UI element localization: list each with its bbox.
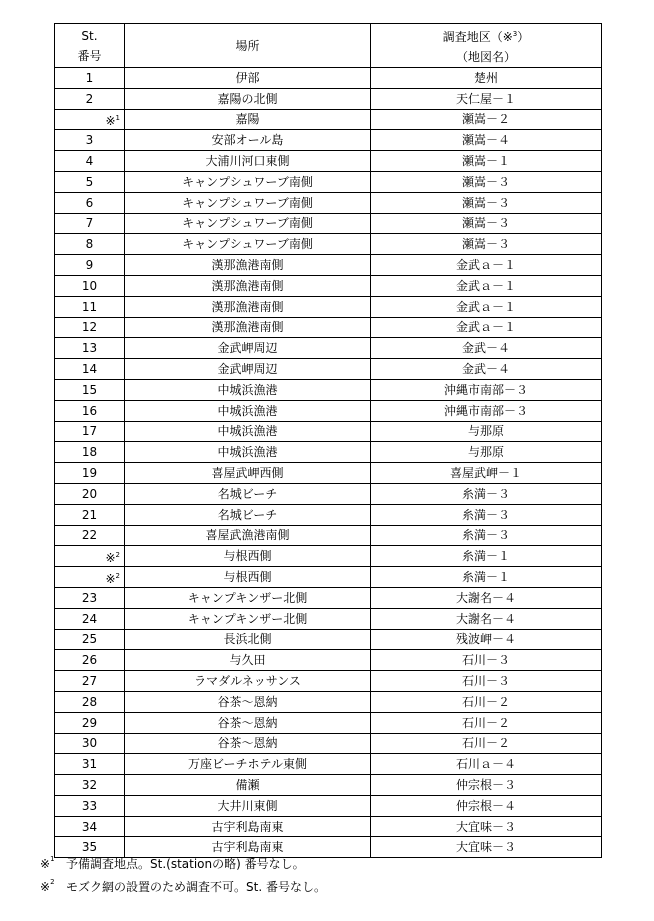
table-row	[55, 88, 602, 109]
place-cell: 漢那漁港南側	[125, 317, 371, 338]
table-row	[55, 650, 602, 671]
station-number: ※$^1$	[55, 109, 125, 130]
table-row	[55, 463, 602, 484]
station-number: 18	[55, 442, 125, 463]
station-number: 10	[55, 275, 125, 296]
header-map-name-label: （地図名）	[455, 50, 516, 64]
table-row	[55, 234, 602, 255]
station-number: 17	[55, 421, 125, 442]
survey-area-cell: 糸満－３	[371, 483, 602, 504]
survey-area-cell: 大謝名－４	[371, 587, 602, 608]
station-number: 24	[55, 608, 125, 629]
station-number: 31	[55, 754, 125, 775]
survey-area-cell: 瀬嵩－１	[371, 151, 602, 172]
survey-area-cell: 天仁屋－１	[371, 88, 602, 109]
station-number: 29	[55, 712, 125, 733]
station-number: 11	[55, 296, 125, 317]
table-row	[55, 504, 602, 525]
survey-area-cell: 糸満－３	[371, 504, 602, 525]
footnote	[40, 851, 326, 874]
station-number: 6	[55, 192, 125, 213]
survey-area-cell: 金武ａ－１	[371, 275, 602, 296]
survey-area-cell: 沖縄市南部－３	[371, 379, 602, 400]
header-number-label: 番号	[77, 48, 102, 63]
place-cell: 金武岬周辺	[125, 359, 371, 380]
header-survey-area	[371, 24, 602, 68]
station-number: 34	[55, 816, 125, 837]
station-number: 35	[55, 837, 125, 858]
table-row	[55, 483, 602, 504]
station-number: 2	[55, 88, 125, 109]
place-cell: 名城ビーチ	[125, 504, 371, 525]
station-number: ※$^2$	[55, 567, 125, 588]
place-cell: 中城浜漁港	[125, 400, 371, 421]
survey-area-cell: 与那原	[371, 442, 602, 463]
station-number: 1	[55, 68, 125, 89]
place-cell: 嘉陽の北側	[125, 88, 371, 109]
header-row	[55, 24, 602, 68]
place-cell: 嘉陽	[125, 109, 371, 130]
place-cell: 古宇利島南東	[125, 816, 371, 837]
table-row	[55, 608, 602, 629]
header-area-label: 調査地区（※$^3$）	[442, 30, 530, 44]
station-number: 26	[55, 650, 125, 671]
place-cell: 中城浜漁港	[125, 379, 371, 400]
footnote-mark: ※$^2$	[40, 878, 55, 894]
station-number: 5	[55, 171, 125, 192]
station-number: 33	[55, 795, 125, 816]
table-row	[55, 151, 602, 172]
station-number: 27	[55, 671, 125, 692]
station-number: 16	[55, 400, 125, 421]
table-row	[55, 400, 602, 421]
survey-area-cell: 瀬嵩－２	[371, 109, 602, 130]
place-cell: 谷茶～恩納	[125, 733, 371, 754]
table-row	[55, 587, 602, 608]
survey-area-cell: 瀬嵩－４	[371, 130, 602, 151]
survey-area-cell: 大宜味－３	[371, 837, 602, 858]
station-number: 20	[55, 483, 125, 504]
survey-area-cell: 与那原	[371, 421, 602, 442]
station-number: 23	[55, 587, 125, 608]
survey-area-cell: 金武ａ－１	[371, 255, 602, 276]
survey-area-cell: 金武ａ－１	[371, 317, 602, 338]
place-cell: キャンプキンザー北側	[125, 608, 371, 629]
place-cell: 与久田	[125, 650, 371, 671]
station-number: ※$^2$	[55, 546, 125, 567]
table-row	[55, 567, 602, 588]
survey-area-cell: 金武ａ－１	[371, 296, 602, 317]
table-row	[55, 671, 602, 692]
table-row	[55, 192, 602, 213]
station-number: 7	[55, 213, 125, 234]
place-cell: 名城ビーチ	[125, 483, 371, 504]
place-cell: 中城浜漁港	[125, 421, 371, 442]
station-number: 32	[55, 775, 125, 796]
survey-area-cell: 瀬嵩－３	[371, 192, 602, 213]
station-number: 8	[55, 234, 125, 255]
survey-area-cell: 大謝名－４	[371, 608, 602, 629]
station-number: 28	[55, 691, 125, 712]
place-cell: 谷茶～恩納	[125, 691, 371, 712]
place-cell: 伊部	[125, 68, 371, 89]
station-number: 22	[55, 525, 125, 546]
table-row	[55, 255, 602, 276]
station-number: 4	[55, 151, 125, 172]
table-row	[55, 733, 602, 754]
place-cell: 漢那漁港南側	[125, 255, 371, 276]
survey-area-cell: 石川－２	[371, 733, 602, 754]
place-cell: 備瀬	[125, 775, 371, 796]
table-row	[55, 691, 602, 712]
place-cell: キャンプシュワーブ南側	[125, 234, 371, 255]
survey-area-cell: 仲宗根－３	[371, 775, 602, 796]
table-row	[55, 68, 602, 89]
survey-area-cell: 大宜味－３	[371, 816, 602, 837]
place-cell: 喜屋武岬西側	[125, 463, 371, 484]
place-cell: 喜屋武漁港南側	[125, 525, 371, 546]
table-row	[55, 712, 602, 733]
survey-area-cell: 石川－２	[371, 712, 602, 733]
table-row	[55, 296, 602, 317]
place-cell: キャンプシュワーブ南側	[125, 171, 371, 192]
survey-area-cell: 糸満－１	[371, 546, 602, 567]
table-row	[55, 130, 602, 151]
table-row	[55, 379, 602, 400]
survey-area-cell: 金武－４	[371, 359, 602, 380]
place-cell: 万座ビーチホテル東側	[125, 754, 371, 775]
place-cell: キャンプシュワーブ南側	[125, 192, 371, 213]
table-row	[55, 795, 602, 816]
survey-area-cell: 仲宗根－４	[371, 795, 602, 816]
footnotes	[40, 851, 326, 897]
survey-area-cell: 喜屋武岬－１	[371, 463, 602, 484]
place-cell: 古宇利島南東	[125, 837, 371, 858]
table-row	[55, 338, 602, 359]
survey-area-cell: 瀬嵩－３	[371, 171, 602, 192]
header-place: 場所	[125, 24, 371, 68]
survey-table	[54, 23, 602, 858]
station-number: 25	[55, 629, 125, 650]
station-number: 14	[55, 359, 125, 380]
survey-area-cell: 糸満－１	[371, 567, 602, 588]
station-number: 9	[55, 255, 125, 276]
station-number: 15	[55, 379, 125, 400]
table-row	[55, 629, 602, 650]
table-row	[55, 213, 602, 234]
place-cell: キャンプシュワーブ南側	[125, 213, 371, 234]
survey-area-cell: 石川ａ－４	[371, 754, 602, 775]
station-number: 30	[55, 733, 125, 754]
survey-area-cell: 石川－２	[371, 691, 602, 712]
survey-area-cell: 金武－４	[371, 338, 602, 359]
station-number: 3	[55, 130, 125, 151]
table-row	[55, 421, 602, 442]
survey-area-cell: 石川－３	[371, 650, 602, 671]
table-row	[55, 546, 602, 567]
footnote	[40, 874, 326, 897]
table-row	[55, 359, 602, 380]
station-number: 21	[55, 504, 125, 525]
place-cell: 谷茶～恩納	[125, 712, 371, 733]
footnote-mark: ※$^1$	[40, 855, 55, 871]
footnote-text: モズク網の設置のため調査不可。St. 番号なし。	[66, 880, 326, 894]
place-cell: 与根西側	[125, 546, 371, 567]
header-st-label: St.	[81, 28, 98, 43]
table-row	[55, 525, 602, 546]
place-cell: 漢那漁港南側	[125, 296, 371, 317]
survey-area-cell: 瀬嵩－３	[371, 234, 602, 255]
table-row	[55, 275, 602, 296]
place-cell: 大浦川河口東側	[125, 151, 371, 172]
station-number: 12	[55, 317, 125, 338]
place-cell: 漢那漁港南側	[125, 275, 371, 296]
table-row	[55, 109, 602, 130]
survey-area-cell: 楚州	[371, 68, 602, 89]
place-cell: 安部オール島	[125, 130, 371, 151]
station-number: 13	[55, 338, 125, 359]
place-cell: 長浜北側	[125, 629, 371, 650]
footnote-text: 予備調査地点。St.(stationの略) 番号なし。	[66, 857, 305, 871]
survey-area-cell: 糸満－３	[371, 525, 602, 546]
table-row	[55, 754, 602, 775]
table-row	[55, 171, 602, 192]
survey-area-cell: 石川－３	[371, 671, 602, 692]
survey-area-cell: 残波岬－４	[371, 629, 602, 650]
place-cell: 大井川東側	[125, 795, 371, 816]
table-row	[55, 317, 602, 338]
survey-area-cell: 瀬嵩－３	[371, 213, 602, 234]
table-row	[55, 442, 602, 463]
table-row	[55, 775, 602, 796]
header-st-number	[55, 24, 125, 68]
place-cell: 与根西側	[125, 567, 371, 588]
station-number: 19	[55, 463, 125, 484]
place-cell: 中城浜漁港	[125, 442, 371, 463]
table-row	[55, 816, 602, 837]
place-cell: キャンプキンザー北側	[125, 587, 371, 608]
survey-area-cell: 沖縄市南部－３	[371, 400, 602, 421]
place-cell: ラマダルネッサンス	[125, 671, 371, 692]
place-cell: 金武岬周辺	[125, 338, 371, 359]
